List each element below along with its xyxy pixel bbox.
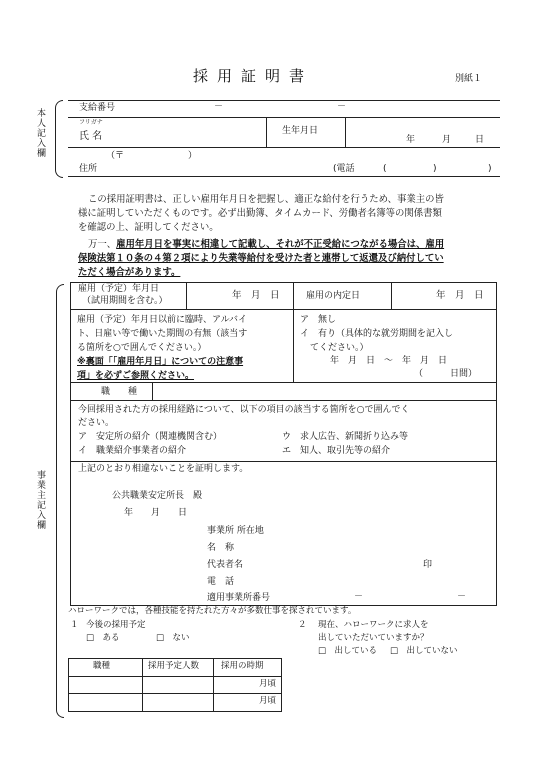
work-period-range: 年 月 日 ～ 年 月 日 bbox=[330, 356, 448, 366]
notice-p2-line3: ただく場合があります。 bbox=[78, 267, 181, 278]
occupation-label: 職 種 bbox=[101, 387, 138, 397]
notice-paragraph-1 bbox=[78, 193, 444, 235]
phone-paren-1: ( bbox=[383, 164, 387, 174]
prior-work-line3: る箇所を○で囲んでください。） bbox=[77, 343, 207, 353]
certify-statement: 上記のとおり相違ないことを証明します。 bbox=[78, 464, 249, 474]
prior-work-line2: ト、日雇い等で働いた期間の有無（該当す bbox=[77, 329, 248, 339]
route-question bbox=[78, 404, 410, 430]
personal-row2-border bbox=[68, 147, 500, 148]
q1-option-yes[interactable]: □ ある bbox=[86, 633, 120, 643]
notice-p1-line1: この採用証明書は、正しい雇用年月日を把握し、適正な給付を行うため、事業主の皆 bbox=[88, 194, 444, 205]
route-option-u: ウ 求人広告、新聞折り込み等 bbox=[282, 432, 409, 442]
q2-line2: 出していただいていますか？ bbox=[318, 633, 429, 643]
insured-number-dash-1: － bbox=[354, 592, 364, 602]
phone-label: (電話 bbox=[333, 164, 355, 174]
addressee: 公共職業安定所長 殿 bbox=[112, 491, 203, 501]
seal-mark: 印 bbox=[423, 560, 433, 570]
q1-number: １ bbox=[70, 620, 79, 630]
table-header-timing: 採用の時期 bbox=[221, 661, 264, 671]
work-period-days: （ 日間） bbox=[414, 369, 478, 379]
option-none: ア 無し bbox=[300, 315, 337, 325]
pay-number-label: 支給番号 bbox=[79, 103, 116, 113]
personal-side-label: 本人記入欄 bbox=[35, 108, 45, 158]
table-cell-timing: 月頃 bbox=[259, 679, 277, 689]
employer-row1-border bbox=[70, 309, 497, 310]
offer-date-unit: 年 月 日 bbox=[436, 290, 484, 301]
mid-divider bbox=[293, 282, 294, 382]
caution-line1: ※裏面「「雇用年月日」についての注意事 bbox=[77, 357, 244, 367]
q1-option-no[interactable]: □ ない bbox=[156, 633, 190, 643]
caution-line2: 項」を必ずご参照ください。 bbox=[77, 371, 195, 381]
personal-bracket bbox=[55, 100, 63, 178]
q2-number: ２ bbox=[298, 620, 307, 630]
table-header-occupation: 職種 bbox=[93, 661, 111, 671]
insured-number-dash-2: － bbox=[457, 592, 467, 602]
q2-option-no[interactable]: □ 出していない bbox=[390, 646, 458, 656]
page-title: 採用証明書 bbox=[193, 67, 314, 85]
insured-number-label: 適用事業所番号 bbox=[207, 593, 271, 603]
employer-row3-border bbox=[70, 400, 497, 401]
occupation-divider bbox=[152, 382, 153, 400]
hire-date-divider bbox=[186, 282, 187, 309]
address-label: 住所 bbox=[79, 164, 98, 174]
personal-bottom-border bbox=[68, 176, 500, 177]
pay-number-dash-2: － bbox=[337, 102, 347, 112]
hire-date-unit: 年 月 日 bbox=[232, 290, 280, 301]
employer-left-border bbox=[70, 282, 71, 606]
office-name-label: 名 称 bbox=[207, 543, 235, 553]
table-header-border bbox=[69, 676, 281, 677]
q2-option-yes[interactable]: □ 出している bbox=[318, 646, 378, 656]
table-row-border bbox=[69, 693, 281, 694]
notice-p2-line1: 雇用年月日を事実に相違して記載し、それが不正受給につながる場合は、雇用 bbox=[116, 239, 445, 250]
survey-intro: ハローワークでは，各種技能を持たれた方々が多数仕事を探されています。 bbox=[68, 606, 357, 616]
offer-date-divider bbox=[391, 282, 392, 309]
personal-divider bbox=[266, 117, 267, 147]
route-option-i: イ 職業紹介事業者の紹介 bbox=[78, 446, 187, 456]
prior-work-question bbox=[77, 313, 247, 383]
annex-label: 別紙１ bbox=[455, 74, 483, 84]
employer-top-border bbox=[70, 282, 497, 283]
option-yes-line1: イ 有り（具体的な就労期間を記入し bbox=[300, 329, 454, 339]
pay-number-dash-1: － bbox=[214, 102, 224, 112]
hire-date-sublabel: （試用期間を含む。） bbox=[82, 296, 168, 306]
employer-row4-border bbox=[70, 461, 497, 462]
certify-date: 年 月 日 bbox=[124, 508, 188, 518]
postal-open: （〒 bbox=[106, 151, 125, 161]
offer-date-label: 雇用の内定日 bbox=[306, 291, 361, 301]
employer-right-border bbox=[496, 282, 497, 606]
birth-day-unit: 日 bbox=[475, 135, 485, 145]
notice-p1-line3: を確認の上、証明してください。 bbox=[78, 222, 219, 233]
route-option-a: ア 安定所の紹介（関連機関含む） bbox=[78, 432, 223, 442]
table-col-border-1 bbox=[142, 659, 143, 711]
personal-top-border bbox=[68, 100, 500, 101]
route-line2: ださい。 bbox=[78, 418, 115, 428]
prior-work-options bbox=[300, 313, 453, 355]
hiring-plan-table bbox=[68, 658, 282, 712]
furigana-label: フリガナ bbox=[79, 119, 103, 126]
route-option-e: エ 知人、取引先等の紹介 bbox=[282, 446, 391, 456]
office-phone-label: 電 話 bbox=[207, 577, 235, 587]
personal-divider2 bbox=[345, 117, 346, 147]
birth-month-unit: 月 bbox=[442, 135, 452, 145]
hire-date-label: 雇用（予定）年月日 bbox=[78, 284, 160, 294]
table-col-border-2 bbox=[213, 659, 214, 711]
phone-paren-3: ) bbox=[488, 164, 492, 174]
prior-work-line1: 雇用（予定）年月日以前に臨時、アルバイ bbox=[77, 315, 248, 325]
postal-close: ） bbox=[188, 151, 198, 161]
route-line1: 今回採用された方の採用経路について、以下の項目の該当する箇所を○で囲んでく bbox=[78, 405, 410, 415]
employer-bracket bbox=[56, 284, 64, 718]
birth-year-unit: 年 bbox=[406, 135, 416, 145]
representative-label: 代表者名 bbox=[207, 560, 244, 570]
table-header-count: 採用予定人数 bbox=[148, 661, 200, 671]
notice-p2-line2: 保険法第１０条の４第２項により失業等給付を受けた者と連帯して返還及び納付してい bbox=[78, 253, 444, 264]
notice-paragraph-2 bbox=[78, 238, 444, 280]
employer-side-label: 事業主記入欄 bbox=[35, 470, 45, 530]
notice-p1-line2: 様に証明していただくものです。必ず出勤簿、タイムカード、労働者名簿等の関係書類 bbox=[78, 208, 442, 219]
name-label: 氏 名 bbox=[79, 131, 103, 142]
q1-text: 今後の採用予定 bbox=[86, 620, 146, 630]
notice-p2-prefix: 万一、 bbox=[88, 239, 117, 250]
birthdate-label: 生年月日 bbox=[282, 126, 319, 136]
personal-row1-border bbox=[68, 117, 500, 118]
q2-line1: 現在、ハローワークに求人を bbox=[318, 620, 429, 630]
phone-paren-2: ) bbox=[433, 164, 437, 174]
office-address-label: 事業所 所在地 bbox=[207, 526, 264, 536]
option-yes-line2: てください。） bbox=[310, 343, 369, 353]
table-cell-timing: 月頃 bbox=[259, 696, 277, 706]
